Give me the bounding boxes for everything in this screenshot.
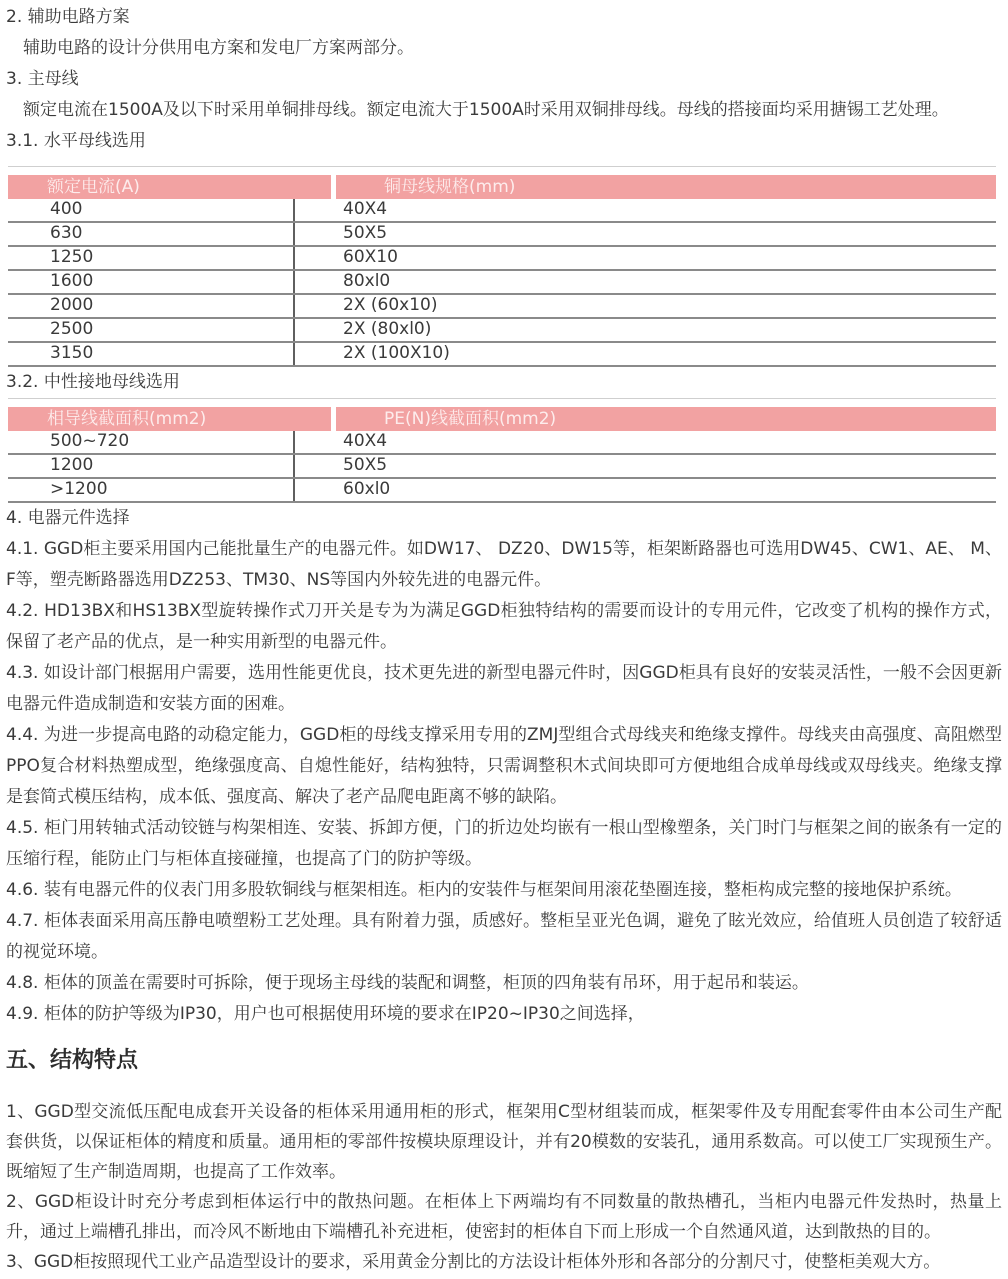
column-header-busbar-spec: 铜母线规格(mm) — [336, 175, 996, 199]
section-4-item: 4.3. 如设计部门根据用户需要，选用性能更优良，技术更先进的新型电器元件时，因GGD柜具有良好的安装灵活性，一般不会因更新电器元件造成制造和安装方面的困难。 — [6, 663, 1002, 714]
table-cell: 2500 — [8, 319, 295, 341]
table-cell: >1200 — [8, 479, 295, 501]
section-3-title: 3. 主母线 — [6, 69, 79, 89]
table-cell: 2X (80xl0) — [343, 319, 432, 339]
table-row — [8, 295, 996, 319]
table-row — [8, 343, 996, 367]
section-4-item: 4.5. 柜门用转轴式活动铰链与构架相连、安装、拆卸方便，门的折边处均嵌有一根山型橡塑条，关门时门与框架之间的嵌条有一定的压缩行程，能防止门与柜体直接碰撞，也提高了门的防护等级。 — [6, 818, 1002, 869]
table-cell: 2X (60x10) — [343, 295, 438, 315]
table-cell: 60X10 — [343, 247, 398, 267]
section-2-body: 辅助电路的设计分供用电方案和发电厂方案两部分。 — [23, 38, 414, 58]
section-4-body — [6, 534, 1002, 1030]
section-4-item: 4.6. 装有电器元件的仪表门用多股软铜线与框架相连。柜内的安装件与框架间用滚花垫圈连接，整柜构成完整的接地保护系统。 — [6, 880, 962, 900]
table-row — [8, 199, 996, 223]
section-4-title: 4. 电器元件选择 — [6, 508, 130, 528]
section-5-item: 1、GGD型交流低压配电成套开关设备的柜体采用通用柜的形式，框架用C型材组装而成，框架零件及专用配套零件由本公司生产配套供货，以保证柜体的精度和质量。通用柜的零部件按模块原理设计，并有20模数的安装孔，通用系数高。可以使工厂实现预生产。既缩短了生产制造周期，也提高了工作效率。 — [6, 1102, 1002, 1182]
section-3-1-title: 3.1. 水平母线选用 — [6, 131, 146, 151]
table-row — [8, 247, 996, 271]
column-header-pe-section: PE(N)线截面积(mm2) — [336, 407, 996, 431]
table-row — [8, 319, 996, 343]
section-3-body: 额定电流在1500A及以下时采用单铜排母线。额定电流大于1500A时采用双铜排母线。母线的搭接面均采用搪锡工艺处理。 — [23, 100, 949, 120]
table-row — [8, 223, 996, 247]
table-row — [8, 455, 996, 479]
section-5-item: 3、GGD柜按照现代工业产品造型设计的要求，采用黄金分割比的方法设计柜体外形和各部分的分割尺寸，使整柜美观大方。 — [6, 1252, 941, 1272]
column-header-phase-conductor: 相导线截面积(mm2) — [8, 407, 331, 431]
table-body — [8, 199, 996, 367]
horizontal-busbar-table — [8, 166, 996, 367]
table-cell: 60xl0 — [343, 479, 391, 499]
table-cell: 3150 — [8, 343, 295, 365]
section-4-item: 4.1. GGD柜主要采用国内己能批量生产的电器元件。如DW17、 DZ20、DW15等，柜架断路器也可选用DW45、CW1、AE、 M、F等，塑壳断路器选用DZ253、TM30、NS等国内外较先进的电器元件。 — [6, 539, 1002, 590]
section-5-item: 2、GGD柜设计时充分考虑到柜体运行中的散热问题。在柜体上下两端均有不同数量的散热槽孔，当柜内电器元件发热时，热量上升，通过上端槽孔排出，而冷风不断地由下端槽孔补充进柜，使密封的柜体自下而上形成一个自然通风道，达到散热的目的。 — [6, 1192, 1002, 1242]
table-header-row — [8, 407, 996, 431]
table-cell: 630 — [8, 223, 295, 245]
section-4-item: 4.2. HD13BX和HS13BX型旋转操作式刀开关是专为为满足GGD柜独特结构的需要而设计的专用元件，它改变了机构的操作方式，保留了老产品的优点，是一种实用新型的电器元件。 — [6, 601, 1002, 652]
table-cell: 1200 — [8, 455, 295, 477]
table-cell: 2000 — [8, 295, 295, 317]
section-3-2-title: 3.2. 中性接地母线选用 — [6, 372, 180, 392]
section-5-heading: 五、结构特点 — [6, 1048, 139, 1073]
section-4-item: 4.8. 柜体的顶盖在需要时可拆除，便于现场主母线的装配和调整，柜顶的四角装有吊环，用于起吊和装运。 — [6, 973, 809, 993]
table-body — [8, 431, 996, 503]
section-5-body — [6, 1097, 1002, 1277]
section-4-item: 4.9. 柜体的防护等级为IP30，用户也可根据使用环境的要求在IP20~IP30之间选择， — [6, 1004, 645, 1024]
column-header-rated-current: 额定电流(A) — [8, 175, 331, 199]
neutral-busbar-table — [8, 398, 996, 503]
table-cell: 400 — [8, 199, 295, 221]
table-cell: 50X5 — [343, 223, 388, 243]
table-cell: 1250 — [8, 247, 295, 269]
table-row — [8, 431, 996, 455]
section-4-item: 4.7. 柜体表面采用高压静电喷塑粉工艺处理。具有附着力强，质感好。整柜呈亚光色调，避免了眩光效应，给值班人员创造了较舒适的视觉环境。 — [6, 911, 1002, 962]
table-row — [8, 271, 996, 295]
table-cell: 40X4 — [343, 199, 388, 219]
table-cell: 2X (100X10) — [343, 343, 450, 363]
section-2-title: 2. 辅助电路方案 — [6, 7, 130, 27]
table-cell: 40X4 — [343, 431, 388, 451]
table-header-row — [8, 175, 996, 199]
section-4-item: 4.4. 为进一步提高电路的动稳定能力，GGD柜的母线支撑采用专用的ZMJ型组合式母线夹和绝缘支撑件。母线夹由高强度、高阻燃型PPO复合材料热塑成型，绝缘强度高、自熄性能好，结构独特，只需调整积木式间块即可方便地组合成单母线或双母线夹。绝缘支撑是套简式模压结构，成本低、强度高、解决了老产品爬电距离不够的缺陷。 — [6, 725, 1002, 807]
table-cell: 1600 — [8, 271, 295, 293]
table-row — [8, 479, 996, 503]
table-cell: 500~720 — [8, 431, 295, 453]
table-cell: 80xl0 — [343, 271, 391, 291]
table-cell: 50X5 — [343, 455, 388, 475]
